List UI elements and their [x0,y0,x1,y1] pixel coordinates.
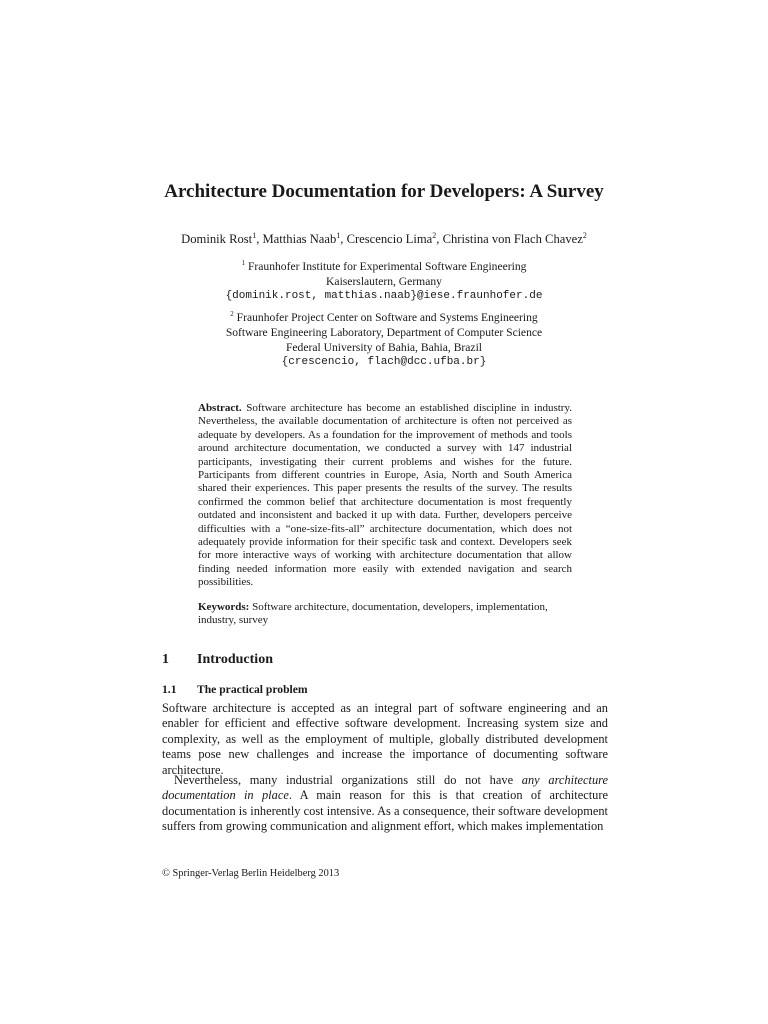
keywords-text: Software architecture, documentation, developers, implementation, industry, survey [198,601,548,627]
paper-title: Architecture Documentation for Developers: A Survey [164,181,604,202]
email-address: {dominik.rost, matthias.naab}@iese.fraunhofer.de [225,289,543,302]
author: Crescencio Lima$^2$, [346,231,443,247]
author-list [0,228,768,247]
subsection-heading: 1.1 The practical problem [162,683,308,696]
section-heading: 1 Introduction [162,652,273,667]
keywords-label: Keywords: [198,601,250,613]
body-paragraph: Software architecture is accepted as an integral part of software engineering and an enabler for efficient and effective software development. Increasing system size and complexity, as well as the employment of multiple, globally distributed development teams pose new challenges and increase the importance of documenting software architecture. [162,701,608,777]
author: Dominik Rost$^1$, [181,231,263,247]
abstract [198,402,572,590]
copyright-footer: © Springer-Verlag Berlin Heidelberg 2013 [162,868,340,879]
body-paragraph: Nevertheless, many industrial organizations still do not have any architecture documentation in place. A main reason for this is that creation of architecture documentation is inherently cost intensive. As a consequence, their software development suffers from growing communication and alignment effort, which makes implementation [162,773,609,834]
abstract-text: Software architecture has become an established discipline in industry. Nevertheless, the available documentation of architecture is often not perceived as adequate by developers. As a foundation for the improvement of methods and tools around architecture documentation, we conducted a survey with 147 industrial participants, investigating their current problems and wishes for the future. Participants from different countries in Europe, Asia, North and South America shared their experiences. This paper presents the results of the survey. The results confirmed the common belief that architecture documentation is most frequently outdated and inconsistent and backed it up with data. Further, developers perceive difficulties with a “one-size-fits-all” architecture documentation, which does not adequately provide information for their specific task and context. Developers seek for more interactive ways of working with architecture documentation that allow finding needed information more easily with extended navigation and search possibilities. [198,402,572,589]
keywords [198,601,572,628]
author: Matthias Naab$^1$, [262,231,347,247]
abstract-label: Abstract. [198,402,242,414]
affiliation-2: $^2$ Fraunhofer Project Center on Software and Systems Engineering Software Engineering Laboratory, Department of Computer Science Federal University of Bahia, Bahia, Brazil {crescencio, flach@dcc.ufba.br} [0,307,768,370]
affiliation-1: $^1$ Fraunhofer Institute for Experimental Software Engineering Kaiserslautern, Germany {dominik.rost, matthias.naab}@iese.fraunhofer.de [0,256,768,304]
author: Christina von Flach Chavez$^2$ [442,231,587,247]
email-address: {crescencio, flach@dcc.ufba.br} [281,355,487,368]
